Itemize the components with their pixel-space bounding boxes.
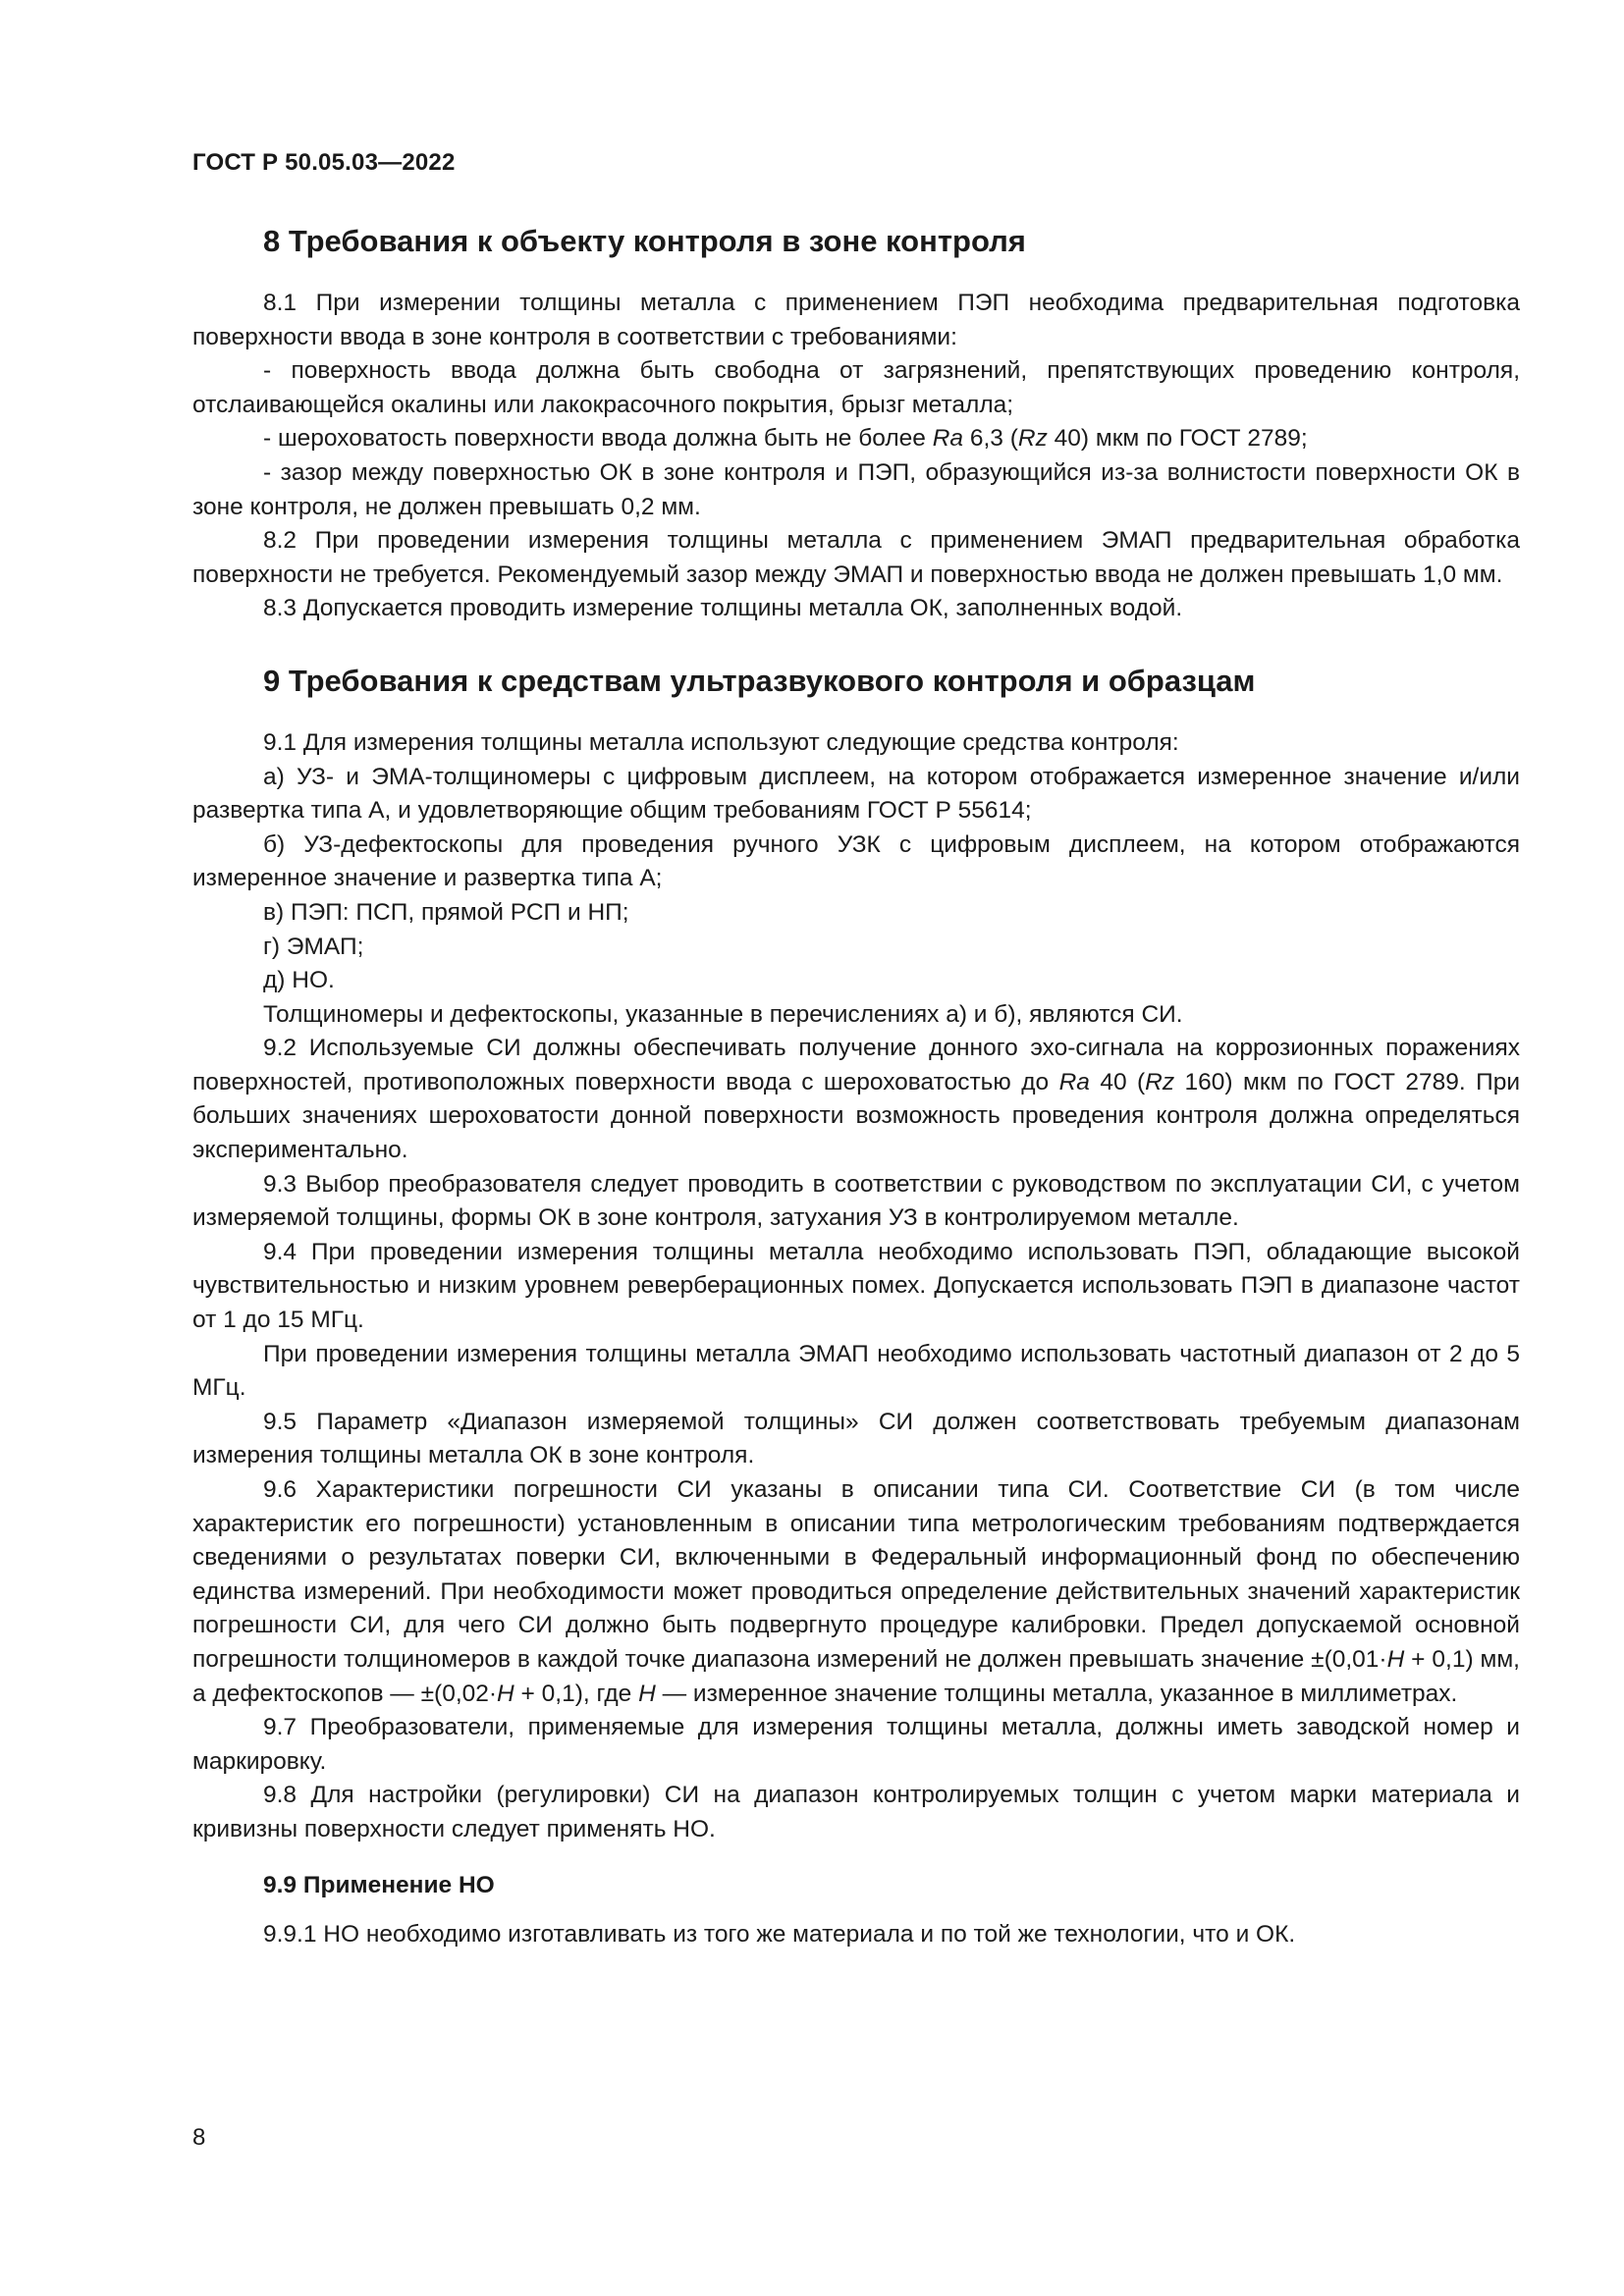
bullet-8-1-2: - шероховатость поверхности ввода должна быть не более Ra 6,3 (Rz 40) мкм по ГОСТ 2789; xyxy=(263,425,1308,453)
paragraph-9-6: 9.6 Характеристики погрешности СИ указаны в описании типа СИ. Соответствие СИ (в том числе характеристик его погрешности) установленным в описании типа метрологическим требованиям подтверждается сведениями о результатах поверки СИ, включенными в Федеральный информационный фонд по обеспечению единства измерений. При необходимости может проводиться определение действительных значений характеристик погрешности СИ, для чего СИ должно быть подвергнуто процедуре калибровки. Предел допускаемой основной погрешности толщиномеров в каждой точке диапазона измерений не должен превышать значение ±(0,01·H + 0,1) мм, а дефектоскопов — ±(0,02·H + 0,1), где H — измеренное значение толщины металла, указанное в миллиметрах. xyxy=(192,1476,1520,1707)
list-item-a: а) УЗ- и ЭМА-толщиномеры с цифровым дисплеем, на котором отображается измеренное значение и/или развертка типа А, и удовлетворяющие общим требованиям ГОСТ Р 55614; xyxy=(192,763,1520,825)
list-item-g: г) ЭМАП; xyxy=(263,933,364,960)
paragraph-9-9-1: 9.9.1 НО необходимо изготавливать из того же материала и по той же технологии, что и ОК. xyxy=(263,1921,1296,1949)
list-item-b: б) УЗ-дефектоскопы для проведения ручного УЗК с цифровым дисплеем, на котором отображаются измеренное значение и развертка типа А; xyxy=(192,830,1520,892)
section-8-title: 8 Требования к объекту контроля в зоне контроля xyxy=(263,224,1026,258)
paragraph-9-3: 9.3 Выбор преобразователя следует проводить в соответствии с руководством по эксплуатации СИ, с учетом измеряемой толщины, формы ОК в зоне контроля, затухания УЗ в контролируемом металле. xyxy=(192,1170,1520,1232)
document-body xyxy=(192,222,1520,1952)
section-9-title: 9 Требования к средствам ультразвукового контроля и образцам xyxy=(263,663,1256,698)
paragraph-8-3: 8.3 Допускается проводить измерение толщины металла ОК, заполненных водой. xyxy=(263,595,1183,622)
paragraph-8-2: 8.2 При проведении измерения толщины металла с применением ЭМАП предварительная обработка поверхности не требуется. Рекомендуемый зазор между ЭМАП и поверхностью ввода не должен превышать 1,0 мм. xyxy=(192,527,1520,588)
subsection-9-9-title: 9.9 Применение НО xyxy=(263,1871,495,1898)
bullet-8-1-1: - поверхность ввода должна быть свободна от загрязнений, препятствующих проведению контроля, отслаивающейся окалины или лакокрасочного покрытия, брызг металла; xyxy=(192,357,1520,418)
paragraph-9-8: 9.8 Для настройки (регулировки) СИ на диапазон контролируемых толщин с учетом марки материала и кривизны поверхности следует применять НО. xyxy=(192,1782,1520,1842)
paragraph-9-2: 9.2 Используемые СИ должны обеспечивать получение донного эхо-сигнала на коррозионных поражениях поверхностей, противоположных поверхности ввода с шероховатостью до Ra 40 (Rz 160) мкм по ГОСТ 2789. При больших значениях шероховатости донной поверхности возможность проведения контроля должна определяться экспериментально. xyxy=(192,1035,1521,1164)
si-note: Толщиномеры и дефектоскопы, указанные в перечислениях а) и б), являются СИ. xyxy=(263,1000,1183,1028)
paragraph-9-4: 9.4 При проведении измерения толщины металла необходимо использовать ПЭП, обладающие высокой чувствительностью и низким уровнем реверберационных помех. Допускается использовать ПЭП в диапазоне частот от 1 до 15 МГц. xyxy=(192,1238,1520,1334)
paragraph-9-4-emap: При проведении измерения толщины металла ЭМАП необходимо использовать частотный диапазон от 2 до 5 МГц. xyxy=(192,1340,1520,1402)
paragraph-9-1: 9.1 Для измерения толщины металла используют следующие средства контроля: xyxy=(263,728,1179,756)
paragraph-9-7: 9.7 Преобразователи, применяемые для измерения толщины металла, должны иметь заводской номер и маркировку. xyxy=(192,1714,1520,1775)
document-code: ГОСТ Р 50.05.03—2022 xyxy=(192,149,456,176)
list-item-d: д) НО. xyxy=(263,967,335,994)
page-number: 8 xyxy=(192,2124,206,2151)
list-item-v: в) ПЭП: ПСП, прямой РСП и НП; xyxy=(263,898,629,926)
paragraph-8-1: 8.1 При измерении толщины металла с применением ПЭП необходима предварительная подготовка поверхности ввода в зоне контроля в соответствии с требованиями: xyxy=(192,290,1520,350)
bullet-8-1-3: - зазор между поверхностью ОК в зоне контроля и ПЭП, образующийся из-за волнистости поверхности ОК в зоне контроля, не должен превышать 0,2 мм. xyxy=(192,458,1520,520)
paragraph-9-5: 9.5 Параметр «Диапазон измеряемой толщины» СИ должен соответствовать требуемым диапазонам измерения толщины металла ОК в зоне контроля. xyxy=(192,1408,1520,1469)
